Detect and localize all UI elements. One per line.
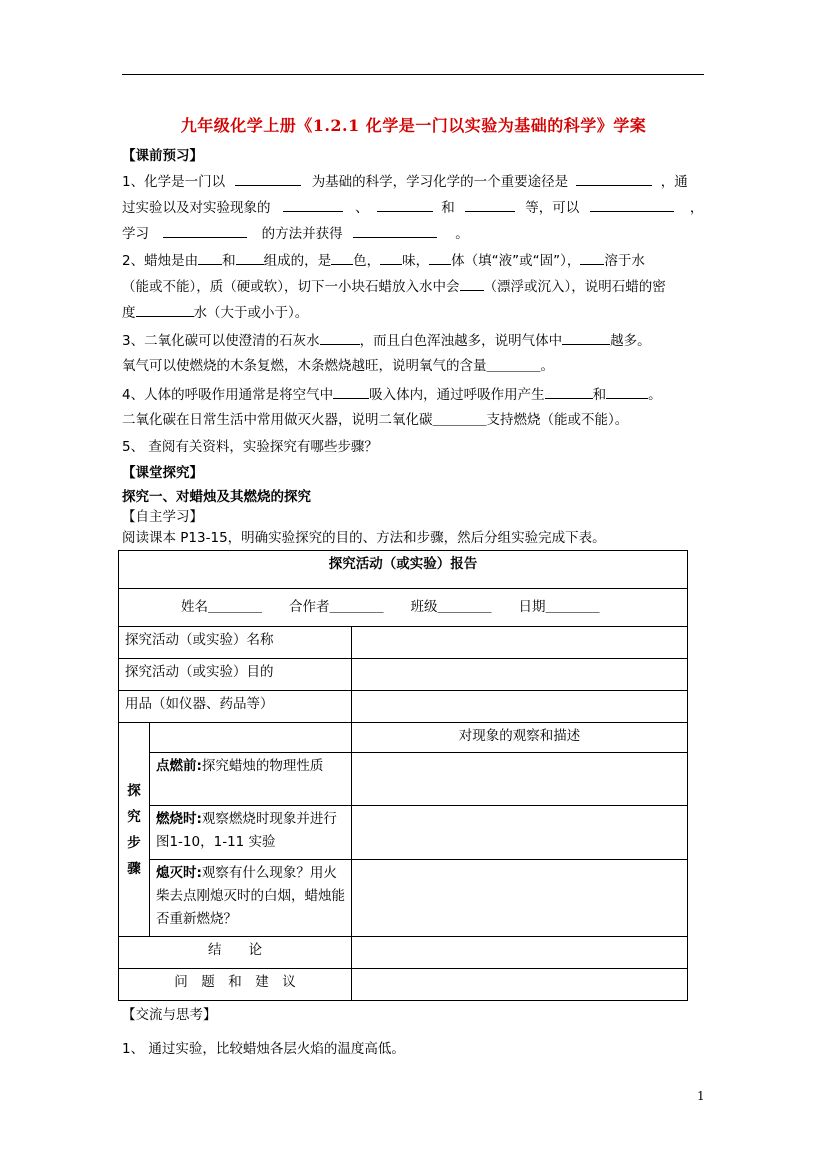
question-2-line-1 — [122, 250, 645, 271]
question-1-line-1 — [122, 171, 688, 192]
report-info-row — [119, 589, 688, 627]
q2-text-j: 度 — [122, 305, 136, 321]
q1-blank-8[interactable] — [353, 223, 437, 238]
reading-instruction: 阅读课本 P13-15，明确实验探究的目的、方法和步骤，然后分组实验完成下表。 — [122, 530, 606, 546]
q1-blank-6[interactable] — [590, 197, 674, 212]
q2-blank-6[interactable] — [580, 250, 604, 265]
q1-blank-1[interactable] — [235, 171, 301, 186]
header-rule — [122, 74, 704, 75]
q1-text-c: ，通 — [660, 174, 688, 190]
steps-char-2: 究 — [127, 808, 141, 825]
step-1-text: 探究蜡烛的物理性质 — [201, 758, 324, 774]
question-2-line-3 — [122, 302, 308, 323]
report-info[interactable]: 姓名＿＿＿＿ 合作者＿＿＿＿ 班级＿＿＿＿ 日期＿＿＿＿ — [119, 589, 688, 627]
conclusion-field[interactable] — [351, 937, 687, 969]
steps-label — [119, 723, 150, 937]
q1-text-g: 等，可以 — [525, 200, 580, 216]
step-3-text: 观察有什么现象？用火柴去点刚熄灭时的白烟，蜡烛能否重新燃烧？ — [155, 865, 345, 927]
q2-blank-5[interactable] — [429, 250, 451, 265]
report-supplies-row — [119, 691, 688, 723]
q4-blank-3[interactable] — [606, 384, 648, 399]
q2-blank-3[interactable] — [331, 250, 353, 265]
q1-blank-5[interactable] — [465, 197, 515, 212]
step-2-observation[interactable] — [351, 806, 687, 860]
q4-text-a: 4、人体的呼吸作用通常是将空气中 — [122, 387, 334, 403]
step-1-title: 点燃前: — [155, 758, 202, 774]
supplies-label: 用品（如仪器、药品等） — [119, 691, 352, 723]
discuss-heading: 【交流与思考】 — [122, 1007, 217, 1023]
step-1-observation[interactable] — [351, 753, 687, 806]
question-1-line-3 — [122, 223, 469, 244]
q1-text-e: 、 — [355, 200, 369, 216]
q1-text-d: 过实验以及对实验现象的 — [122, 200, 271, 216]
question-4-line-1 — [122, 384, 662, 405]
step-1-row — [119, 753, 688, 806]
q2-blank-4[interactable] — [380, 250, 402, 265]
observe-header-row — [119, 723, 688, 753]
report-purpose-row — [119, 659, 688, 691]
q2-blank-1[interactable] — [198, 250, 222, 265]
supplies-field[interactable] — [351, 691, 687, 723]
q1-text-j: 的方法并获得 — [261, 226, 343, 242]
report-name-row — [119, 627, 688, 659]
q1-blank-7[interactable] — [163, 223, 247, 238]
q2-blank-7[interactable] — [460, 276, 484, 291]
conclusion-row — [119, 937, 688, 969]
discuss-question-1: 1、 通过实验，比较蜡烛各层火焰的温度高低。 — [122, 1041, 405, 1057]
q2-blank-8[interactable] — [136, 302, 194, 317]
observe-header: 对现象的观察和描述 — [351, 723, 687, 753]
question-5: 5、 查阅有关资料，实验探究有哪些步骤？ — [122, 439, 378, 455]
step-2-title: 燃烧时: — [155, 811, 202, 827]
activity-name-label: 探究活动（或实验）名称 — [119, 627, 352, 659]
page-number: 1 — [697, 1089, 705, 1103]
conclusion-label: 结 论 — [119, 937, 352, 969]
q1-text-h: ， — [689, 200, 704, 216]
q1-text-a: 1、化学是一门以 — [122, 174, 226, 190]
steps-char-1: 探 — [127, 782, 141, 799]
q2-text-e: 味， — [402, 253, 430, 269]
q1-blank-4[interactable] — [377, 197, 433, 212]
q3-text-a: 3、二氧化碳可以使澄清的石灰水 — [122, 333, 320, 349]
activity-purpose-label: 探究活动（或实验）目的 — [119, 659, 352, 691]
q2-text-f: 体（填“液”或“固”）， — [451, 253, 581, 269]
step-3-title: 熄灭时: — [155, 865, 202, 881]
q2-text-a: 2、蜡烛是由 — [122, 253, 199, 269]
q2-text-b: 和 — [222, 253, 236, 269]
question-4-line-2: 二氧化碳在日常生活中常用做灭火器，说明二氧化碳＿＿＿＿支持燃烧（能或不能）。 — [122, 412, 629, 428]
q2-text-c: 组成的，是 — [263, 253, 332, 269]
q1-blank-2[interactable] — [576, 171, 652, 186]
q2-text-d: 色， — [353, 253, 381, 269]
step-2-row — [119, 806, 688, 860]
q4-text-d: 。 — [648, 387, 662, 403]
q1-text-b: 为基础的科学，学习化学的一个重要途径是 — [311, 174, 569, 190]
class-heading: 【课堂探究】 — [122, 465, 203, 481]
self-study-heading: 【自主学习】 — [122, 509, 203, 525]
activity-purpose-field[interactable] — [351, 659, 687, 691]
q1-text-i: 学习 — [122, 226, 149, 242]
question-2-line-2 — [122, 276, 666, 297]
questions-row — [119, 969, 688, 1001]
step-2-label — [149, 806, 351, 860]
observe-header-blank — [149, 723, 351, 753]
steps-char-4: 骤 — [127, 860, 141, 877]
q2-text-h: （能或不能），质（硬或软），切下一小块石蜡放入水中会 — [122, 279, 460, 295]
q3-blank-2[interactable] — [562, 330, 610, 345]
activity-name-field[interactable] — [351, 627, 687, 659]
q1-blank-3[interactable] — [283, 197, 343, 212]
questions-field[interactable] — [351, 969, 687, 1001]
q4-text-c: 和 — [592, 387, 607, 403]
questions-label: 问 题 和 建 议 — [119, 969, 352, 1001]
question-1-line-2 — [122, 197, 703, 218]
step-3-label — [149, 860, 351, 937]
q2-blank-2[interactable] — [236, 250, 264, 265]
step-3-observation[interactable] — [351, 860, 687, 937]
q2-text-g: 溶于水 — [604, 253, 645, 269]
q4-blank-1[interactable] — [333, 384, 369, 399]
q4-text-b: 吸入体内，通过呼吸作用产生 — [369, 387, 545, 403]
page-title: 九年级化学上册《1.2.1 化学是一门以实验为基础的科学》学案 — [180, 116, 647, 135]
q1-text-f: 和 — [441, 200, 455, 216]
report-table — [118, 550, 688, 1001]
preview-heading: 【课前预习】 — [122, 148, 203, 164]
step-1-label — [149, 753, 351, 806]
q1-text-k: 。 — [455, 226, 469, 242]
question-3-line-2: 氧气可以使燃烧的木条复燃，木条燃烧越旺，说明氧气的含量＿＿＿＿。 — [122, 358, 554, 374]
report-header: 探究活动（或实验）报告 — [119, 551, 688, 589]
q3-blank-1[interactable] — [320, 330, 360, 345]
step-3-row — [119, 860, 688, 937]
q3-text-c: 越多。 — [610, 333, 651, 349]
q4-blank-2[interactable] — [545, 384, 593, 399]
report-header-row — [119, 551, 688, 589]
question-3-line-1 — [122, 330, 651, 351]
q2-text-i: （漂浮或沉入），说明石蜡的密 — [483, 279, 666, 295]
explore-1-heading: 探究一、对蜡烛及其燃烧的探究 — [122, 489, 311, 505]
q2-text-k: 水（大于或小于）。 — [193, 305, 309, 321]
steps-char-3: 步 — [127, 834, 141, 851]
step-2-text: 观察燃烧时现象并进行图1-10，1-11 实验 — [155, 811, 337, 850]
q3-text-b: ，而且白色浑浊越多，说明气体中 — [359, 333, 563, 349]
